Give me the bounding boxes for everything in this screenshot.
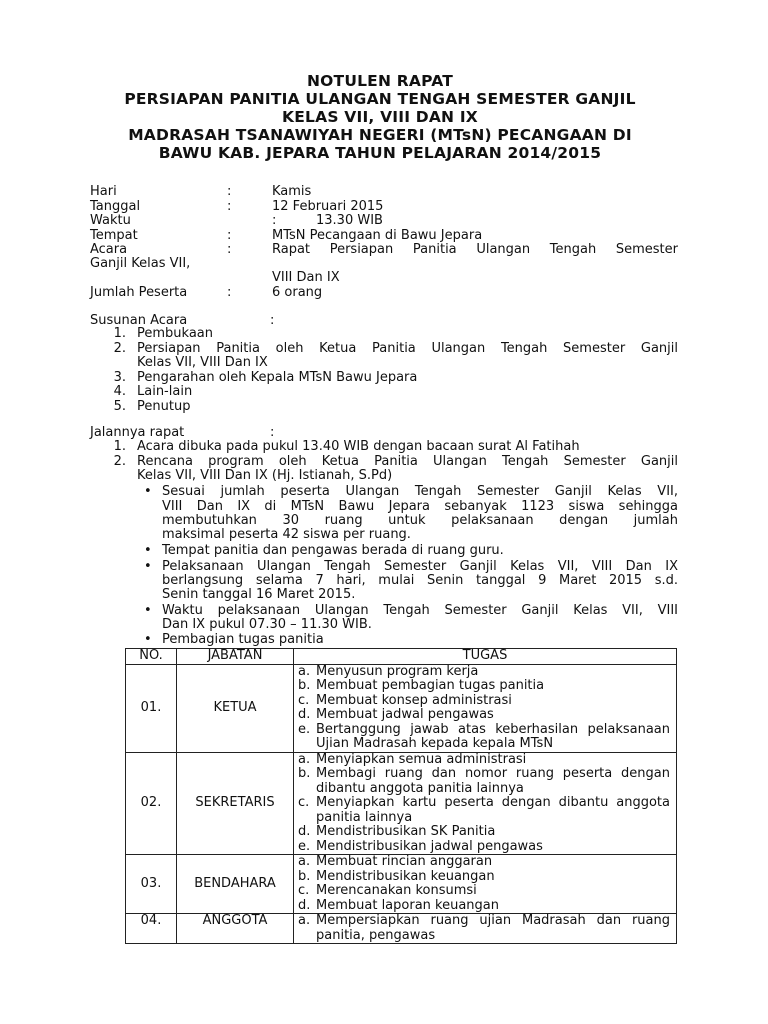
table-row [126, 855, 677, 914]
task-text: Mempersiapkan ruang ujian Madrasah dan ruang panitia, pengawas [316, 913, 670, 943]
table-header-no: NO. [126, 649, 177, 665]
bullet-marker: • [144, 484, 152, 499]
bullet-text: Pembagian tugas panitia [162, 632, 324, 647]
acara-value-line1: Rapat Persiapan Panitia Ulangan Tengah Semester [272, 242, 678, 257]
tanggal-value: 12 Februari 2015 [272, 199, 384, 214]
susunan-item-number: 5. [113, 399, 126, 414]
task-item [294, 825, 676, 840]
task-text: Membuat laporan keuangan [316, 897, 499, 913]
tempat-colon: : [227, 228, 232, 243]
waktu-colon: : [272, 213, 277, 228]
hari-colon: : [227, 184, 232, 199]
task-text: Membuat konsep administrasi [316, 692, 512, 708]
task-letter: e. [298, 838, 311, 854]
cell-tugas [294, 664, 677, 752]
task-item [294, 899, 676, 914]
document-subtitle-line4: BAWU KAB. JEPARA TAHUN PELAJARAN 2014/2015 [158, 144, 602, 162]
cell-no: 01. [126, 664, 177, 752]
hari-label: Hari [90, 184, 117, 199]
task-text: Menyiapkan semua administrasi [316, 751, 527, 767]
document-subtitle-line3: MADRASAH TSANAWIYAH NEGERI (MTsN) PECANGAAN DI [128, 126, 632, 144]
task-letter: c. [298, 692, 310, 708]
task-item [294, 796, 676, 825]
task-text: Menyiapkan kartu peserta dengan dibantu anggota panitia lainnya [316, 795, 670, 825]
table-row [126, 664, 677, 752]
bullet-marker: • [144, 559, 152, 574]
bullet-text: Dan IX pukul 07.30 – 11.30 WIB. [162, 617, 372, 632]
task-letter: c. [298, 795, 310, 810]
task-letter: b. [298, 678, 311, 693]
task-letter: a. [298, 854, 311, 869]
task-letter: d. [298, 707, 311, 722]
jalannya-item-text: Rencana program oleh Ketua Panitia Ulangan Tengah Semester Ganjil [137, 454, 678, 469]
bullet-text: Sesuai jumlah peserta Ulangan Tengah Semester Ganjil Kelas VII, [162, 484, 678, 499]
susunan-item-text: Lain-lain [137, 384, 193, 399]
cell-jabatan: SEKRETARIS [177, 752, 294, 855]
acara-value-line3: VIII Dan IX [272, 270, 340, 285]
tempat-value: MTsN Pecangaan di Bawu Jepara [272, 228, 483, 243]
cell-tugas [294, 752, 677, 855]
task-letter: e. [298, 721, 311, 737]
susunan-acara-heading: Susunan Acara [90, 313, 188, 328]
jalannya-rapat-colon: : [270, 425, 275, 440]
task-item [294, 753, 676, 768]
cell-no: 03. [126, 855, 177, 914]
task-letter: a. [298, 663, 311, 679]
tempat-label: Tempat [90, 228, 138, 243]
task-text: Membuat rincian anggaran [316, 854, 493, 869]
task-text: Menyusun program kerja [316, 663, 479, 679]
table-header-tugas: TUGAS [294, 649, 677, 665]
task-item [294, 723, 676, 752]
susunan-item-number: 4. [113, 384, 126, 399]
task-letter: b. [298, 766, 311, 781]
acara-colon: : [227, 242, 232, 257]
task-item [294, 708, 676, 723]
susunan-item-text: Persiapan Panitia oleh Ketua Panitia Ulangan Tengah Semester Ganjil [137, 341, 678, 356]
susunan-item-number: 1. [113, 326, 126, 341]
susunan-item-number: 3. [113, 370, 126, 385]
task-text: Merencanakan konsumsi [316, 883, 477, 898]
task-item [294, 665, 676, 680]
task-text: Membuat pembagian tugas panitia [316, 678, 545, 693]
task-table-body [126, 664, 677, 944]
jalannya-item-text: Acara dibuka pada pukul 13.40 WIB dengan bacaan surat Al Fatihah [137, 439, 580, 454]
task-text: Membuat jadwal pengawas [316, 707, 494, 722]
table-header-row [126, 649, 677, 665]
bullet-text: Pelaksanaan Ulangan Tengah Semester Ganjil Kelas VII, VIII Dan IX [162, 559, 678, 574]
bullet-text: maksimal peserta 42 siswa per ruang. [162, 527, 411, 542]
bullet-text: membutuhkan 30 ruang untuk pelaksanaan dengan jumlah [162, 513, 678, 528]
bullet-marker: • [144, 543, 152, 558]
document-subtitle-line2: KELAS VII, VIII DAN IX [282, 108, 478, 126]
task-item [294, 855, 676, 870]
jumlah-peserta-label: Jumlah Peserta [90, 285, 188, 300]
task-table [125, 648, 677, 944]
task-text: Mendistribusikan jadwal pengawas [316, 838, 543, 854]
cell-jabatan: ANGGOTA [177, 914, 294, 944]
jalannya-rapat-heading: Jalannya rapat [90, 425, 185, 440]
susunan-item-text: Pengarahan oleh Kepala MTsN Bawu Jepara [137, 370, 418, 385]
tanggal-label: Tanggal [90, 199, 141, 214]
task-letter: b. [298, 868, 311, 884]
cell-jabatan: KETUA [177, 664, 294, 752]
table-row [126, 914, 677, 944]
waktu-value: 13.30 WIB [316, 213, 383, 228]
cell-jabatan: BENDAHARA [177, 855, 294, 914]
cell-no: 04. [126, 914, 177, 944]
susunan-item-text-cont: Kelas VII, VIII Dan IX [137, 355, 268, 370]
task-item [294, 884, 676, 899]
task-letter: a. [298, 751, 311, 767]
document-subtitle-line1: PERSIAPAN PANITIA ULANGAN TENGAH SEMESTER GANJIL [124, 90, 636, 108]
susunan-item-text: Penutup [137, 399, 191, 414]
susunan-item-number: 2. [113, 341, 126, 356]
task-item [294, 870, 676, 885]
bullet-text: Waktu pelaksanaan Ulangan Tengah Semester Ganjil Kelas VII, VIII [162, 603, 678, 618]
jalannya-item-number: 2. [113, 454, 126, 469]
cell-tugas [294, 914, 677, 944]
task-letter: a. [298, 913, 311, 928]
task-text: Mendistribusikan keuangan [316, 868, 495, 884]
bullet-text: Tempat panitia dan pengawas berada di ruang guru. [162, 543, 504, 558]
table-header-jabatan: JABATAN [177, 649, 294, 665]
acara-value-line2: Ganjil Kelas VII, [90, 256, 191, 271]
bullet-text: berlangsung selama 7 hari, mulai Senin tanggal 9 Maret 2015 s.d. [162, 573, 678, 588]
table-row [126, 752, 677, 855]
bullet-text: Senin tanggal 16 Maret 2015. [162, 587, 356, 602]
acara-label: Acara [90, 242, 128, 257]
jumlah-peserta-colon: : [227, 285, 232, 300]
task-item [294, 694, 676, 709]
task-item [294, 840, 676, 855]
waktu-label: Waktu [90, 213, 131, 228]
task-text: Membagi ruang dan nomor ruang peserta dengan dibantu anggota panitia lainnya [316, 766, 670, 796]
jalannya-item-number: 1. [113, 439, 126, 454]
cell-tugas [294, 855, 677, 914]
task-letter: d. [298, 897, 311, 913]
cell-no: 02. [126, 752, 177, 855]
jalannya-item-text-cont: Kelas VII, VIII Dan IX (Hj. Istianah, S.Pd) [137, 468, 393, 483]
tanggal-colon: : [227, 199, 232, 214]
task-item [294, 914, 676, 943]
jumlah-peserta-value: 6 orang [272, 285, 323, 300]
task-item [294, 679, 676, 694]
task-text: Bertanggung jawab atas keberhasilan pelaksanaan Ujian Madrasah kepada kepala MTsN [316, 721, 670, 751]
bullet-marker: • [144, 603, 152, 618]
bullet-text: VIII Dan IX di MTsN Bawu Jepara sebanyak 1123 siswa sehingga [162, 499, 678, 514]
task-letter: d. [298, 824, 311, 839]
task-text: Mendistribusikan SK Panitia [316, 824, 496, 839]
susunan-item-text: Pembukaan [137, 326, 214, 341]
task-item [294, 767, 676, 796]
susunan-acara-colon: : [270, 313, 275, 328]
document-title: NOTULEN RAPAT [307, 72, 453, 90]
hari-value: Kamis [272, 184, 312, 199]
bullet-marker: • [144, 632, 152, 647]
task-letter: c. [298, 883, 310, 898]
